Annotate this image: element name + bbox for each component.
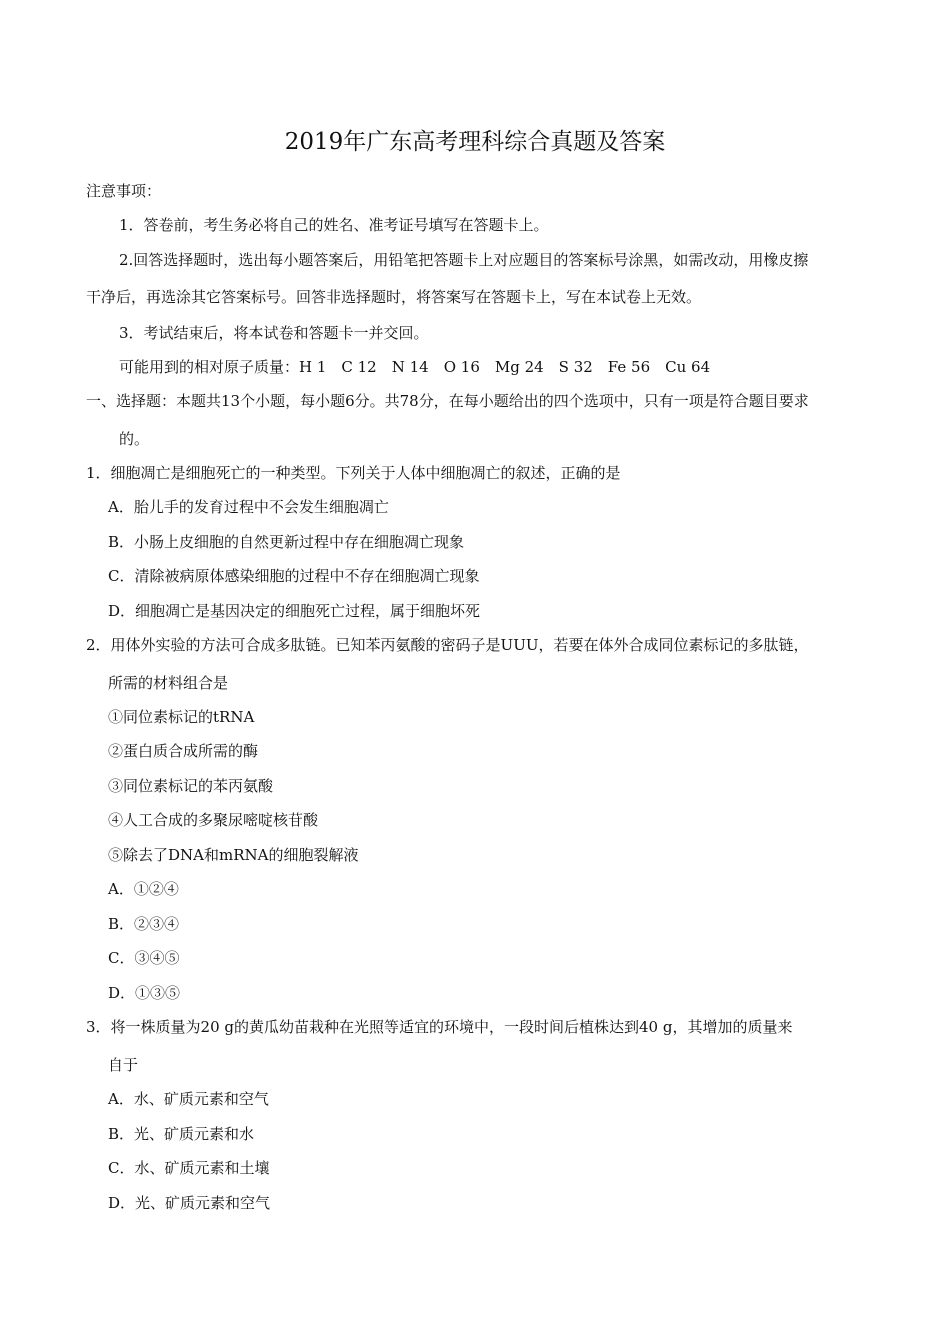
- q2-material-1: ①同位素标记的tRNA: [108, 708, 255, 726]
- q2-material-2: ②蛋白质合成所需的酶: [108, 742, 259, 760]
- page-title: 2019年广东高考理科综合真题及答案: [284, 129, 666, 155]
- q3-option-b: B．光、矿质元素和水: [108, 1125, 255, 1143]
- notice-item-3: 3．考试结束后，将本试卷和答题卡一并交回。: [119, 324, 429, 342]
- q3-stem-line-2: 自于: [108, 1056, 139, 1074]
- q1-option-b: B．小肠上皮细胞的自然更新过程中存在细胞凋亡现象: [108, 533, 465, 551]
- atomic-masses: 可能用到的相对原子质量：H 1 C 12 N 14 O 16 Mg 24 S 32 Fe 56 Cu 64: [119, 358, 711, 376]
- notice-heading: 注意事项：: [86, 182, 162, 200]
- q2-material-4: ④人工合成的多聚尿嘧啶核苷酸: [108, 811, 319, 829]
- q1-option-d: D．细胞凋亡是基因决定的细胞死亡过程，属于细胞坏死: [108, 602, 481, 620]
- q2-option-c: C．③④⑤: [108, 949, 180, 967]
- q3-stem-line-1: 3．将一株质量为20 g的黄瓜幼苗栽种在光照等适宜的环境中，一段时间后植株达到40 g，其增加的质量来: [86, 1018, 793, 1036]
- notice-item-2-line-1: 2.回答选择题时，选出每小题答案后，用铅笔把答题卡上对应题目的答案标号涂黑，如需改动，用橡皮擦: [119, 251, 809, 269]
- q1-option-c: C．清除被病原体感染细胞的过程中不存在细胞凋亡现象: [108, 567, 480, 585]
- q2-option-a: A．①②④: [108, 880, 179, 898]
- q2-option-d: D．①③⑤: [108, 984, 181, 1002]
- section-heading-line-1: 一、选择题：本题共13个小题，每小题6分。共78分，在每小题给出的四个选项中，只有一项是符合题目要求: [86, 392, 809, 410]
- q2-material-3: ③同位素标记的苯丙氨酸: [108, 777, 274, 795]
- q3-option-a: A．水、矿质元素和空气: [108, 1090, 269, 1108]
- q2-option-b: B．②③④: [108, 915, 180, 933]
- q3-option-d: D．光、矿质元素和空气: [108, 1194, 271, 1212]
- q3-option-c: C．水、矿质元素和土壤: [108, 1159, 270, 1177]
- notice-item-2-line-2: 干净后，再选涂其它答案标号。回答非选择题时，将答案写在答题卡上，写在本试卷上无效。: [86, 288, 702, 306]
- q1-stem: 1．细胞凋亡是细胞死亡的一种类型。下列关于人体中细胞凋亡的叙述，正确的是: [86, 464, 621, 482]
- q1-option-a: A．胎儿手的发育过程中不会发生细胞凋亡: [108, 498, 389, 516]
- q2-stem-line-2: 所需的材料组合是: [108, 674, 229, 692]
- section-heading-line-2: 的。: [119, 430, 150, 448]
- q2-stem-line-1: 2．用体外实验的方法可合成多肽链。已知苯丙氨酸的密码子是UUU，若要在体外合成同位素标记的多肽链，: [86, 636, 809, 654]
- notice-item-1: 1．答卷前，考生务必将自己的姓名、准考证号填写在答题卡上。: [119, 216, 549, 234]
- q2-material-5: ⑤除去了DNA和mRNA的细胞裂解液: [108, 846, 359, 864]
